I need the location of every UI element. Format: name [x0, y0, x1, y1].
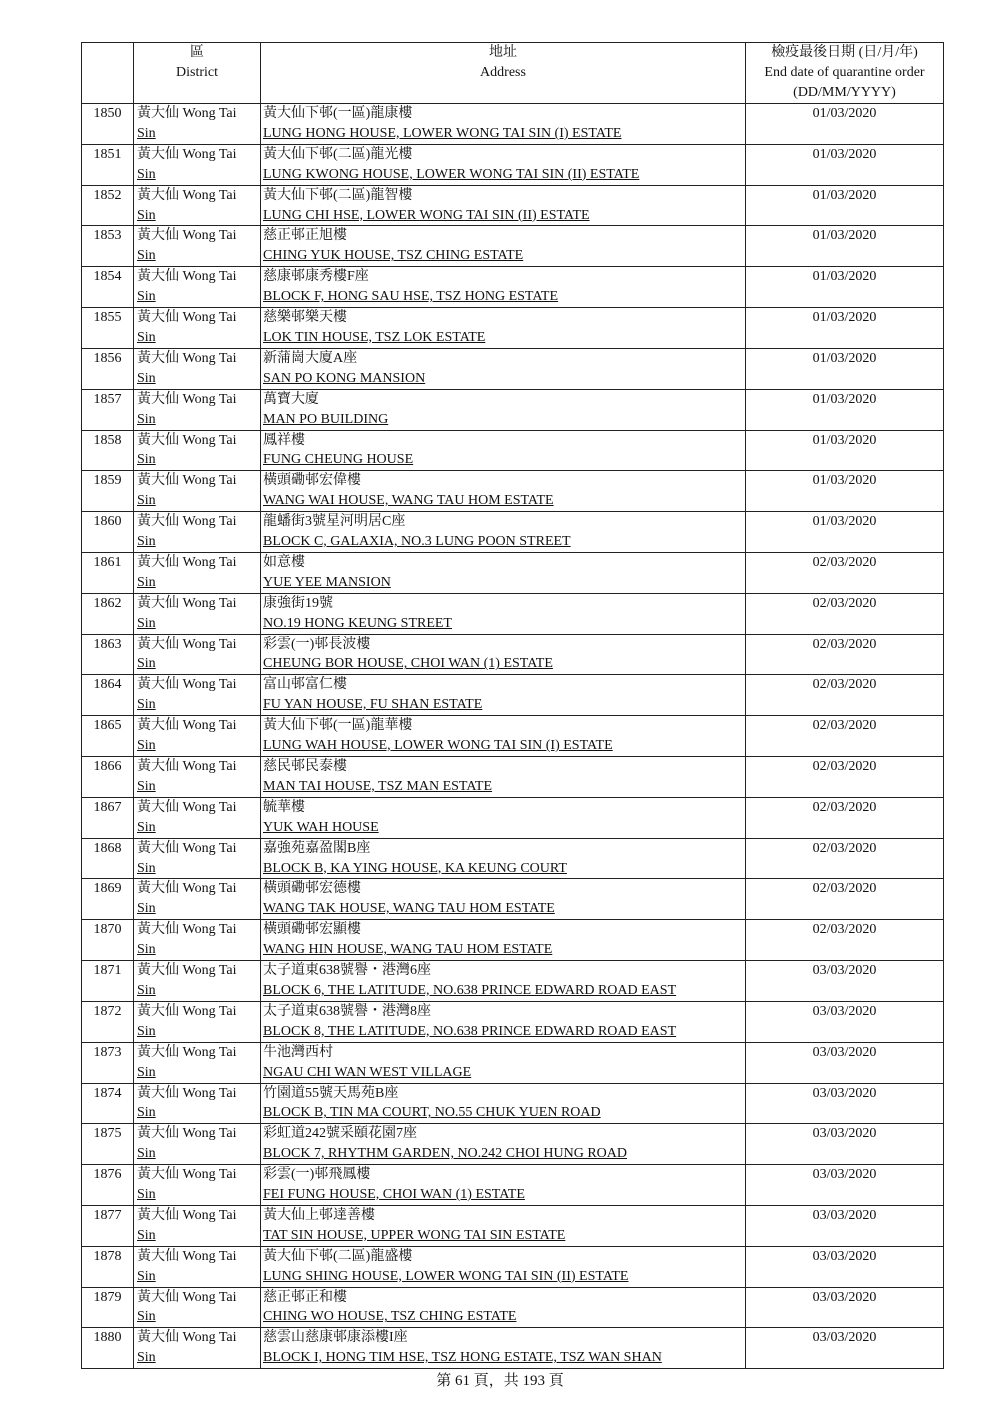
row-address — [261, 838, 746, 879]
row-date: 03/03/2020 — [746, 961, 944, 1002]
row-number: 1880 — [82, 1328, 134, 1369]
district-line2: Sin — [137, 411, 156, 427]
row-address — [261, 879, 746, 920]
row-date: 03/03/2020 — [746, 1246, 944, 1287]
district-line2: Sin — [137, 738, 156, 754]
row-address — [261, 226, 746, 267]
row-number: 1853 — [82, 226, 134, 267]
row-district — [134, 961, 261, 1002]
district-line2: Sin — [137, 778, 156, 794]
row-date: 01/03/2020 — [746, 471, 944, 512]
row-district — [134, 430, 261, 471]
row-district — [134, 838, 261, 879]
district-line2: Sin — [137, 1064, 156, 1080]
address-en: FUNG CHEUNG HOUSE — [263, 452, 414, 468]
row-number: 1870 — [82, 920, 134, 961]
table-row — [82, 1246, 944, 1287]
district-line1: 黃大仙 Wong Tai — [137, 1044, 237, 1060]
row-number: 1855 — [82, 308, 134, 349]
row-district — [134, 144, 261, 185]
table-row — [82, 430, 944, 471]
row-date: 03/03/2020 — [746, 1001, 944, 1042]
row-number: 1861 — [82, 552, 134, 593]
row-district — [134, 1001, 261, 1042]
row-number: 1854 — [82, 267, 134, 308]
district-line1: 黃大仙 Wong Tai — [137, 350, 237, 366]
row-address — [261, 1287, 746, 1328]
row-address — [261, 348, 746, 389]
row-district — [134, 797, 261, 838]
header-date-zh: 檢疫最後日期 (日/月/年) — [771, 45, 918, 60]
district-line1: 黃大仙 Wong Tai — [137, 432, 237, 448]
table-row — [82, 1287, 944, 1328]
district-line1: 黃大仙 Wong Tai — [137, 799, 237, 815]
row-number: 1871 — [82, 961, 134, 1002]
table-row — [82, 961, 944, 1002]
row-date: 02/03/2020 — [746, 716, 944, 757]
district-line2: Sin — [137, 534, 156, 550]
address-en: BLOCK 6, THE LATITUDE, NO.638 PRINCE EDWARD ROAD EAST — [263, 982, 677, 998]
row-number: 1867 — [82, 797, 134, 838]
row-date: 03/03/2020 — [746, 1205, 944, 1246]
district-line2: Sin — [137, 860, 156, 876]
row-number: 1874 — [82, 1083, 134, 1124]
district-line2: Sin — [137, 493, 156, 509]
row-district — [134, 1083, 261, 1124]
address-en: WANG HIN HOUSE, WANG TAU HOM ESTATE — [263, 942, 553, 958]
row-date: 01/03/2020 — [746, 185, 944, 226]
row-number: 1878 — [82, 1246, 134, 1287]
address-zh: 黃大仙下邨(二區)龍智樓 — [263, 187, 413, 203]
table-row — [82, 348, 944, 389]
row-date: 01/03/2020 — [746, 226, 944, 267]
row-district — [134, 757, 261, 798]
row-district — [134, 1287, 261, 1328]
row-district — [134, 389, 261, 430]
row-date: 01/03/2020 — [746, 144, 944, 185]
district-line2: Sin — [137, 370, 156, 386]
header-address-en: Address — [480, 65, 526, 80]
address-zh: 橫頭磡邨宏偉樓 — [263, 473, 361, 489]
district-line2: Sin — [137, 615, 156, 631]
district-line1: 黃大仙 Wong Tai — [137, 514, 237, 530]
row-number: 1876 — [82, 1165, 134, 1206]
table-row — [82, 1205, 944, 1246]
row-address — [261, 1246, 746, 1287]
district-line1: 黃大仙 Wong Tai — [137, 106, 237, 121]
row-address — [261, 430, 746, 471]
district-line2: Sin — [137, 574, 156, 590]
table-row — [82, 1328, 944, 1369]
row-district — [134, 267, 261, 308]
address-zh: 彩雲(一)邨飛鳳樓 — [263, 1167, 371, 1183]
row-address — [261, 267, 746, 308]
row-number: 1879 — [82, 1287, 134, 1328]
address-en: SAN PO KONG MANSION — [263, 370, 426, 386]
district-line2: Sin — [137, 289, 156, 305]
address-en: LUNG KWONG HOUSE, LOWER WONG TAI SIN (II) ESTATE — [263, 166, 640, 182]
row-address — [261, 185, 746, 226]
address-zh: 慈雲山慈康邨康添樓I座 — [263, 1330, 408, 1346]
district-line1: 黃大仙 Wong Tai — [137, 228, 237, 244]
row-date: 01/03/2020 — [746, 348, 944, 389]
row-address — [261, 1042, 746, 1083]
row-date: 03/03/2020 — [746, 1042, 944, 1083]
district-line2: Sin — [137, 1187, 156, 1203]
table-row — [82, 838, 944, 879]
table-row — [82, 308, 944, 349]
row-date: 02/03/2020 — [746, 920, 944, 961]
row-date: 03/03/2020 — [746, 1165, 944, 1206]
district-line1: 黃大仙 Wong Tai — [137, 1085, 237, 1101]
address-zh: 太子道東638號譽・港灣8座 — [263, 1003, 431, 1019]
address-zh: 毓華樓 — [263, 799, 305, 815]
address-en: LUNG CHI HSE, LOWER WONG TAI SIN (II) ESTATE — [263, 207, 590, 223]
row-district — [134, 920, 261, 961]
row-address — [261, 144, 746, 185]
row-district — [134, 1328, 261, 1369]
address-en: MAN PO BUILDING — [263, 411, 389, 427]
address-en: BLOCK 8, THE LATITUDE, NO.638 PRINCE EDWARD ROAD EAST — [263, 1023, 677, 1039]
address-zh: 新蒲崗大廈A座 — [263, 350, 358, 366]
table-row — [82, 879, 944, 920]
district-line2: Sin — [137, 1105, 156, 1121]
table-row — [82, 226, 944, 267]
row-district — [134, 471, 261, 512]
address-en: FEI FUNG HOUSE, CHOI WAN (1) ESTATE — [263, 1187, 525, 1203]
address-zh: 竹園道55號天馬苑B座 — [263, 1085, 399, 1101]
district-line1: 黃大仙 Wong Tai — [137, 1126, 237, 1142]
district-line1: 黃大仙 Wong Tai — [137, 1003, 237, 1019]
district-line1: 黃大仙 Wong Tai — [137, 1167, 237, 1183]
row-number: 1860 — [82, 512, 134, 553]
row-district — [134, 308, 261, 349]
table-row — [82, 1083, 944, 1124]
address-en: LUNG HONG HOUSE, LOWER WONG TAI SIN (I) ESTATE — [263, 125, 622, 141]
header-district-en: District — [176, 65, 218, 80]
district-line1: 黃大仙 Wong Tai — [137, 595, 237, 611]
row-date: 01/03/2020 — [746, 430, 944, 471]
row-address — [261, 1165, 746, 1206]
row-district — [134, 879, 261, 920]
header-district — [134, 43, 261, 104]
quarantine-table — [81, 42, 944, 1369]
row-date: 02/03/2020 — [746, 797, 944, 838]
address-zh: 萬寶大廈 — [263, 391, 319, 407]
row-address — [261, 104, 746, 145]
address-zh: 黃大仙下邨(一區)龍康樓 — [263, 106, 413, 121]
row-number: 1866 — [82, 757, 134, 798]
district-line2: Sin — [137, 982, 156, 998]
district-line1: 黃大仙 Wong Tai — [137, 269, 237, 285]
row-address — [261, 797, 746, 838]
address-en: BLOCK 7, RHYTHM GARDEN, NO.242 CHOI HUNG ROAD — [263, 1146, 627, 1162]
table-row — [82, 144, 944, 185]
row-date: 03/03/2020 — [746, 1083, 944, 1124]
district-line1: 黃大仙 Wong Tai — [137, 922, 237, 938]
row-date: 02/03/2020 — [746, 552, 944, 593]
row-address — [261, 920, 746, 961]
header-district-zh: 區 — [190, 45, 204, 60]
address-zh: 鳳祥樓 — [263, 432, 305, 448]
address-en: LOK TIN HOUSE, TSZ LOK ESTATE — [263, 329, 486, 345]
row-number: 1877 — [82, 1205, 134, 1246]
address-zh: 慈正邨正旭樓 — [263, 228, 347, 244]
address-en: BLOCK I, HONG TIM HSE, TSZ HONG ESTATE, TSZ WAN SHAN — [263, 1350, 662, 1366]
district-line1: 黃大仙 Wong Tai — [137, 840, 237, 856]
table-row — [82, 185, 944, 226]
header-date — [746, 43, 944, 104]
address-zh: 太子道東638號譽・港灣6座 — [263, 963, 431, 979]
district-line2: Sin — [137, 1268, 156, 1284]
address-zh: 慈康邨康秀樓F座 — [263, 269, 369, 285]
address-zh: 龍蟠街3號星河明居C座 — [263, 514, 406, 530]
row-number: 1850 — [82, 104, 134, 145]
row-number: 1856 — [82, 348, 134, 389]
row-date: 01/03/2020 — [746, 267, 944, 308]
district-line2: Sin — [137, 125, 156, 141]
address-en: BLOCK F, HONG SAU HSE, TSZ HONG ESTATE — [263, 289, 559, 305]
address-zh: 牛池灣西村 — [263, 1044, 333, 1060]
row-address — [261, 1328, 746, 1369]
table-row — [82, 471, 944, 512]
row-district — [134, 1246, 261, 1287]
district-line2: Sin — [137, 1146, 156, 1162]
table-row — [82, 1165, 944, 1206]
table-body — [82, 104, 944, 1369]
address-en: YUK WAH HOUSE — [263, 819, 379, 835]
address-zh: 如意樓 — [263, 554, 305, 570]
row-date: 02/03/2020 — [746, 675, 944, 716]
row-date: 01/03/2020 — [746, 389, 944, 430]
row-date: 02/03/2020 — [746, 879, 944, 920]
row-date: 02/03/2020 — [746, 634, 944, 675]
address-en: WANG WAI HOUSE, WANG TAU HOM ESTATE — [263, 493, 554, 509]
row-district — [134, 1124, 261, 1165]
page-footer: 第 61 頁，共 193 頁 — [436, 1373, 564, 1389]
district-line2: Sin — [137, 942, 156, 958]
table-row — [82, 797, 944, 838]
district-line2: Sin — [137, 452, 156, 468]
header-number — [82, 43, 134, 104]
district-line1: 黃大仙 Wong Tai — [137, 718, 237, 734]
district-line1: 黃大仙 Wong Tai — [137, 677, 237, 693]
header-address — [261, 43, 746, 104]
row-address — [261, 757, 746, 798]
table-row — [82, 920, 944, 961]
row-date: 02/03/2020 — [746, 838, 944, 879]
district-line2: Sin — [137, 656, 156, 672]
address-en: NO.19 HONG KEUNG STREET — [263, 615, 452, 631]
header-address-zh: 地址 — [489, 45, 517, 60]
address-zh: 橫頭磡邨宏德樓 — [263, 881, 361, 897]
row-number: 1863 — [82, 634, 134, 675]
row-number: 1868 — [82, 838, 134, 879]
table-row — [82, 757, 944, 798]
table-row — [82, 552, 944, 593]
address-zh: 彩雲(一)邨長波樓 — [263, 636, 371, 652]
table-row — [82, 389, 944, 430]
row-number: 1857 — [82, 389, 134, 430]
table-row — [82, 1124, 944, 1165]
address-zh: 慈民邨民泰樓 — [263, 759, 347, 774]
address-zh: 黃大仙下邨(二區)龍盛樓 — [263, 1248, 413, 1264]
district-line1: 黃大仙 Wong Tai — [137, 187, 237, 203]
address-en: LUNG WAH HOUSE, LOWER WONG TAI SIN (I) ESTATE — [263, 738, 613, 754]
district-line2: Sin — [137, 166, 156, 182]
district-line1: 黃大仙 Wong Tai — [137, 473, 237, 489]
row-district — [134, 716, 261, 757]
table-row — [82, 267, 944, 308]
row-number: 1873 — [82, 1042, 134, 1083]
district-line1: 黃大仙 Wong Tai — [137, 310, 237, 326]
row-address — [261, 389, 746, 430]
row-district — [134, 675, 261, 716]
district-line1: 黃大仙 Wong Tai — [137, 146, 237, 162]
row-number: 1851 — [82, 144, 134, 185]
header-date-format: (DD/MM/YYYY) — [793, 85, 896, 100]
district-line1: 黃大仙 Wong Tai — [137, 636, 237, 652]
row-number: 1862 — [82, 593, 134, 634]
row-address — [261, 471, 746, 512]
table-row — [82, 716, 944, 757]
district-line2: Sin — [137, 901, 156, 917]
district-line2: Sin — [137, 207, 156, 223]
row-district — [134, 512, 261, 553]
district-line1: 黃大仙 Wong Tai — [137, 1330, 237, 1346]
address-en: BLOCK B, TIN MA COURT, NO.55 CHUK YUEN ROAD — [263, 1105, 601, 1121]
address-en: TAT SIN HOUSE, UPPER WONG TAI SIN ESTATE — [263, 1227, 566, 1243]
row-address — [261, 593, 746, 634]
row-address — [261, 512, 746, 553]
address-zh: 黃大仙下邨(二區)龍光樓 — [263, 146, 413, 162]
row-date: 01/03/2020 — [746, 308, 944, 349]
row-number: 1869 — [82, 879, 134, 920]
row-district — [134, 1042, 261, 1083]
row-district — [134, 104, 261, 145]
district-line2: Sin — [137, 819, 156, 835]
row-number: 1865 — [82, 716, 134, 757]
district-line1: 黃大仙 Wong Tai — [137, 1289, 237, 1305]
row-address — [261, 308, 746, 349]
district-line1: 黃大仙 Wong Tai — [137, 391, 237, 407]
table-row — [82, 512, 944, 553]
row-address — [261, 675, 746, 716]
district-line1: 黃大仙 Wong Tai — [137, 759, 237, 774]
row-district — [134, 552, 261, 593]
address-zh: 黃大仙上邨達善樓 — [263, 1207, 375, 1223]
district-line2: Sin — [137, 1309, 156, 1325]
row-date: 03/03/2020 — [746, 1328, 944, 1369]
table-row — [82, 593, 944, 634]
header-date-en: End date of quarantine order — [764, 65, 925, 80]
row-number: 1852 — [82, 185, 134, 226]
address-en: FU YAN HOUSE, FU SHAN ESTATE — [263, 697, 483, 713]
row-address — [261, 716, 746, 757]
address-en: WANG TAK HOUSE, WANG TAU HOM ESTATE — [263, 901, 555, 917]
row-district — [134, 348, 261, 389]
row-district — [134, 634, 261, 675]
row-address — [261, 552, 746, 593]
row-address — [261, 1205, 746, 1246]
row-date: 01/03/2020 — [746, 512, 944, 553]
row-date: 01/03/2020 — [746, 104, 944, 145]
row-date: 03/03/2020 — [746, 1287, 944, 1328]
address-zh: 慈樂邨樂天樓 — [263, 310, 347, 326]
row-district — [134, 185, 261, 226]
address-en: BLOCK B, KA YING HOUSE, KA KEUNG COURT — [263, 860, 567, 876]
row-address — [261, 634, 746, 675]
address-en: BLOCK C, GALAXIA, NO.3 LUNG POON STREET — [263, 534, 571, 550]
address-zh: 慈正邨正和樓 — [263, 1289, 347, 1305]
district-line1: 黃大仙 Wong Tai — [137, 881, 237, 897]
address-zh: 富山邨富仁樓 — [263, 677, 347, 693]
address-en: YUE YEE MANSION — [263, 574, 391, 590]
district-line2: Sin — [137, 1227, 156, 1243]
table-row — [82, 1001, 944, 1042]
district-line2: Sin — [137, 1023, 156, 1039]
row-number: 1875 — [82, 1124, 134, 1165]
district-line2: Sin — [137, 1350, 156, 1366]
row-district — [134, 1205, 261, 1246]
row-district — [134, 593, 261, 634]
district-line2: Sin — [137, 329, 156, 345]
address-zh: 康強街19號 — [263, 595, 333, 611]
district-line1: 黃大仙 Wong Tai — [137, 554, 237, 570]
address-zh: 橫頭磡邨宏顯樓 — [263, 922, 361, 938]
address-zh: 黃大仙下邨(一區)龍華樓 — [263, 718, 413, 734]
row-number: 1859 — [82, 471, 134, 512]
row-district — [134, 1165, 261, 1206]
row-address — [261, 1001, 746, 1042]
row-date: 02/03/2020 — [746, 757, 944, 798]
address-en: NGAU CHI WAN WEST VILLAGE — [263, 1064, 472, 1080]
district-line1: 黃大仙 Wong Tai — [137, 963, 237, 979]
district-line1: 黃大仙 Wong Tai — [137, 1207, 237, 1223]
row-district — [134, 226, 261, 267]
row-number: 1864 — [82, 675, 134, 716]
address-en: CHEUNG BOR HOUSE, CHOI WAN (1) ESTATE — [263, 656, 553, 672]
row-date: 03/03/2020 — [746, 1124, 944, 1165]
table-header-row — [82, 43, 944, 104]
address-en: CHING YUK HOUSE, TSZ CHING ESTATE — [263, 248, 524, 264]
address-zh: 彩虹道242號采頤花園7座 — [263, 1126, 417, 1142]
row-number: 1858 — [82, 430, 134, 471]
district-line2: Sin — [137, 697, 156, 713]
table-row — [82, 634, 944, 675]
table-row — [82, 104, 944, 145]
row-date: 02/03/2020 — [746, 593, 944, 634]
row-number: 1872 — [82, 1001, 134, 1042]
address-en: LUNG SHING HOUSE, LOWER WONG TAI SIN (II) ESTATE — [263, 1268, 629, 1284]
table-row — [82, 675, 944, 716]
district-line1: 黃大仙 Wong Tai — [137, 1248, 237, 1264]
address-en: CHING WO HOUSE, TSZ CHING ESTATE — [263, 1309, 517, 1325]
address-en: MAN TAI HOUSE, TSZ MAN ESTATE — [263, 778, 493, 794]
address-zh: 嘉強苑嘉盈閣B座 — [263, 840, 371, 856]
row-address — [261, 961, 746, 1002]
table-row — [82, 1042, 944, 1083]
row-address — [261, 1083, 746, 1124]
district-line2: Sin — [137, 248, 156, 264]
row-address — [261, 1124, 746, 1165]
